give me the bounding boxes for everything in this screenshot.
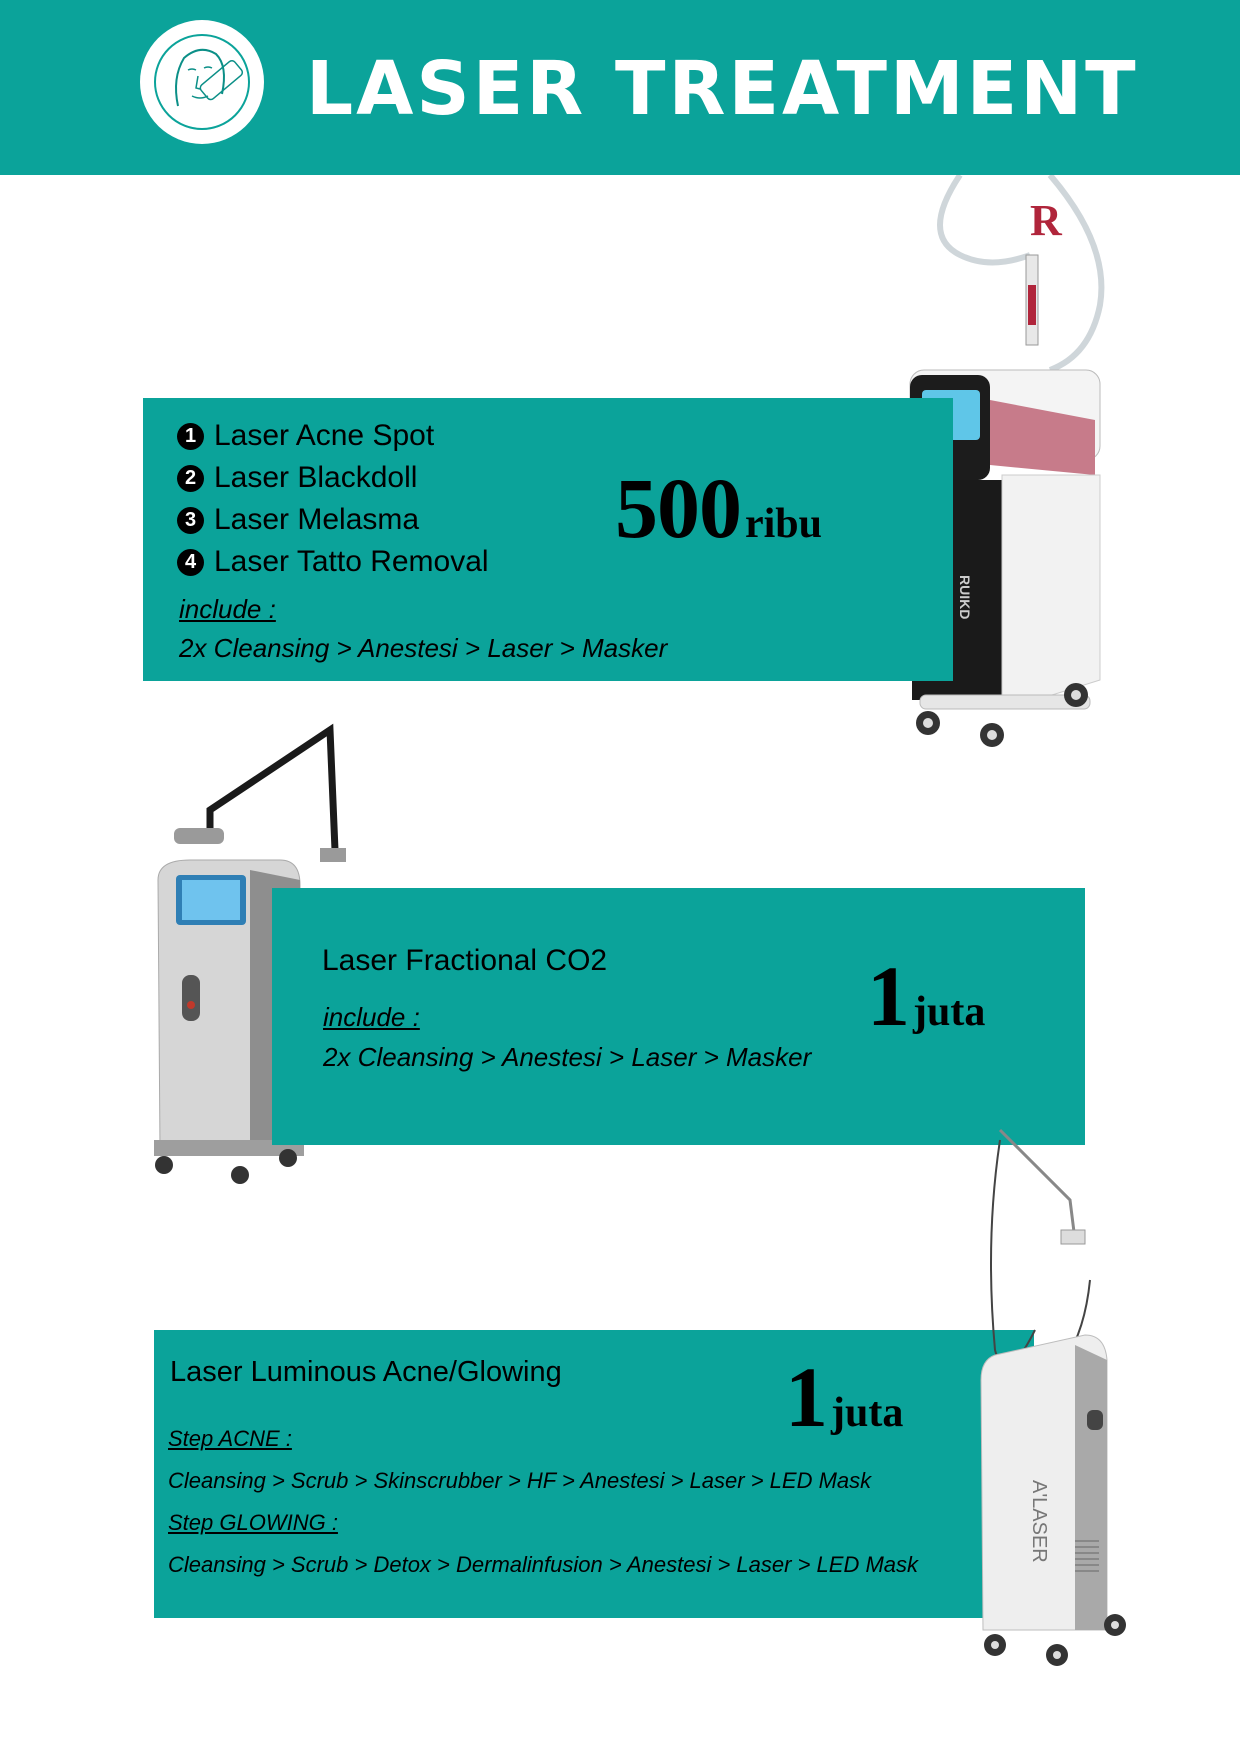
price-1-amount: 500	[615, 460, 741, 556]
treatment-name-2: Laser Fractional CO2	[322, 944, 608, 977]
treatment-item-1	[177, 418, 434, 454]
price-3-amount: 1	[785, 1349, 827, 1445]
include-label-2: include :	[323, 1002, 420, 1032]
page-title: LASER TREATMENT	[306, 46, 1139, 132]
header-banner	[0, 0, 1240, 175]
include-label-1: include :	[179, 594, 276, 624]
treatment-item-4-label: Laser Tatto Removal	[214, 545, 489, 578]
treatment-item-2-label: Laser Blackdoll	[214, 461, 418, 494]
step-glowing-steps: Cleansing > Scrub > Detox > Dermalinfusion > Anestesi > Laser > LED Mask	[168, 1552, 919, 1577]
step-acne-label: Step ACNE :	[168, 1426, 292, 1451]
number-badge-1: 1	[177, 423, 204, 450]
price-3-unit: juta	[831, 1390, 904, 1436]
me-derma-logo	[138, 18, 266, 146]
machine-3-brand: A'LASER	[1028, 1480, 1050, 1563]
treatment-item-1-label: Laser Acne Spot	[214, 419, 435, 452]
include-steps-1: 2x Cleansing > Anestesi > Laser > Masker	[179, 633, 668, 663]
treatment-name-3: Laser Luminous Acne/Glowing	[170, 1356, 562, 1388]
treatment-item-3-label: Laser Melasma	[214, 503, 420, 536]
treatment-item-2	[177, 460, 417, 496]
number-badge-4: 4	[177, 549, 204, 576]
price-2	[867, 946, 985, 1046]
price-2-amount: 1	[867, 948, 909, 1044]
price-1-unit: ribu	[745, 501, 823, 547]
step-acne-steps: Cleansing > Scrub > Skinscrubber > HF > Anestesi > Laser > LED Mask	[168, 1468, 872, 1493]
treatment-item-3	[177, 502, 419, 538]
number-badge-3: 3	[177, 507, 204, 534]
price-1	[615, 458, 822, 558]
price-3	[785, 1347, 903, 1447]
treatment-item-4	[177, 544, 489, 580]
laser-machine-3-image	[975, 1120, 1145, 1680]
price-2-unit: juta	[913, 989, 986, 1035]
number-badge-2: 2	[177, 465, 204, 492]
machine-1-brand: RUIKD	[957, 575, 973, 620]
machine-1-letter: R	[1030, 196, 1062, 245]
include-steps-2: 2x Cleansing > Anestesi > Laser > Masker	[323, 1042, 812, 1072]
step-glowing-label: Step GLOWING :	[168, 1510, 338, 1535]
